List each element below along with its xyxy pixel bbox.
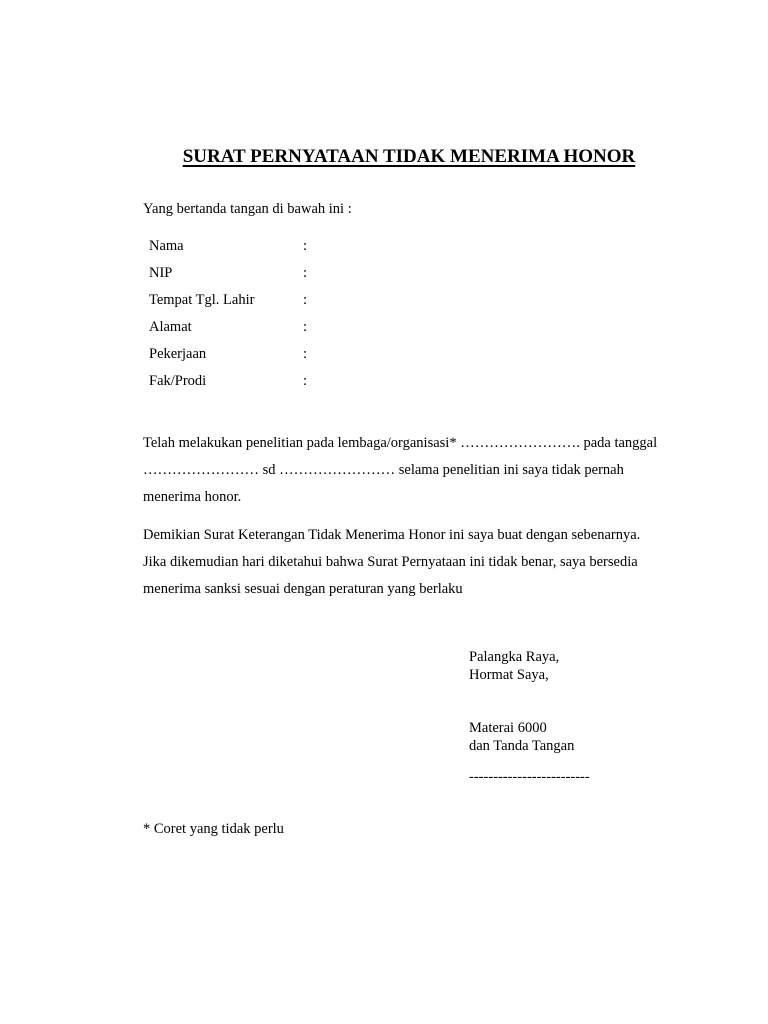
field-label-alamat: Alamat: [149, 319, 192, 335]
field-colon: :: [303, 292, 308, 308]
field-label-nip: NIP: [149, 265, 173, 281]
field-colon: :: [303, 319, 308, 335]
field-colon: :: [303, 373, 308, 389]
footnote: * Coret yang tidak perlu: [143, 821, 284, 837]
paragraph-line: Telah melakukan penelitian pada lembaga/organisasi* ……………………. pada tanggal: [143, 435, 658, 451]
declaration-paragraph: [143, 527, 668, 608]
paragraph-line: menerima honor.: [143, 489, 242, 505]
signature-sign-note: dan Tanda Tangan: [469, 738, 575, 754]
paragraph-line: Jika dikemudian hari diketahui bahwa Surat Pernyataan ini tidak benar, saya bersedia: [143, 554, 638, 570]
field-colon: :: [303, 346, 308, 362]
field-label-nama: Nama: [149, 238, 184, 254]
signature-closing: Hormat Saya,: [469, 667, 549, 683]
field-colon: :: [303, 238, 308, 254]
field-label-fak-prodi: Fak/Prodi: [149, 373, 207, 389]
research-paragraph: [143, 435, 668, 516]
paragraph-line: Demikian Surat Keterangan Tidak Menerima Honor ini saya buat dengan sebenarnya.: [143, 527, 641, 543]
paragraph-line: menerima sanksi sesuai dengan peraturan yang berlaku: [143, 581, 463, 597]
field-label-pekerjaan: Pekerjaan: [149, 346, 207, 362]
signature-place: Palangka Raya,: [469, 649, 560, 665]
field-label-tempat-tgl-lahir: Tempat Tgl. Lahir: [149, 292, 255, 308]
paragraph-line: …………………… sd …………………… selama penelitian ini saya tidak pernah: [143, 462, 624, 478]
intro-text: Yang bertanda tangan di bawah ini :: [143, 201, 352, 217]
signature-line: -------------------------: [469, 769, 590, 785]
signature-stamp-note: Materai 6000: [469, 720, 547, 736]
field-colon: :: [303, 265, 308, 281]
signature-block: [469, 648, 590, 786]
document-title: SURAT PERNYATAAN TIDAK MENERIMA HONOR: [182, 146, 636, 167]
